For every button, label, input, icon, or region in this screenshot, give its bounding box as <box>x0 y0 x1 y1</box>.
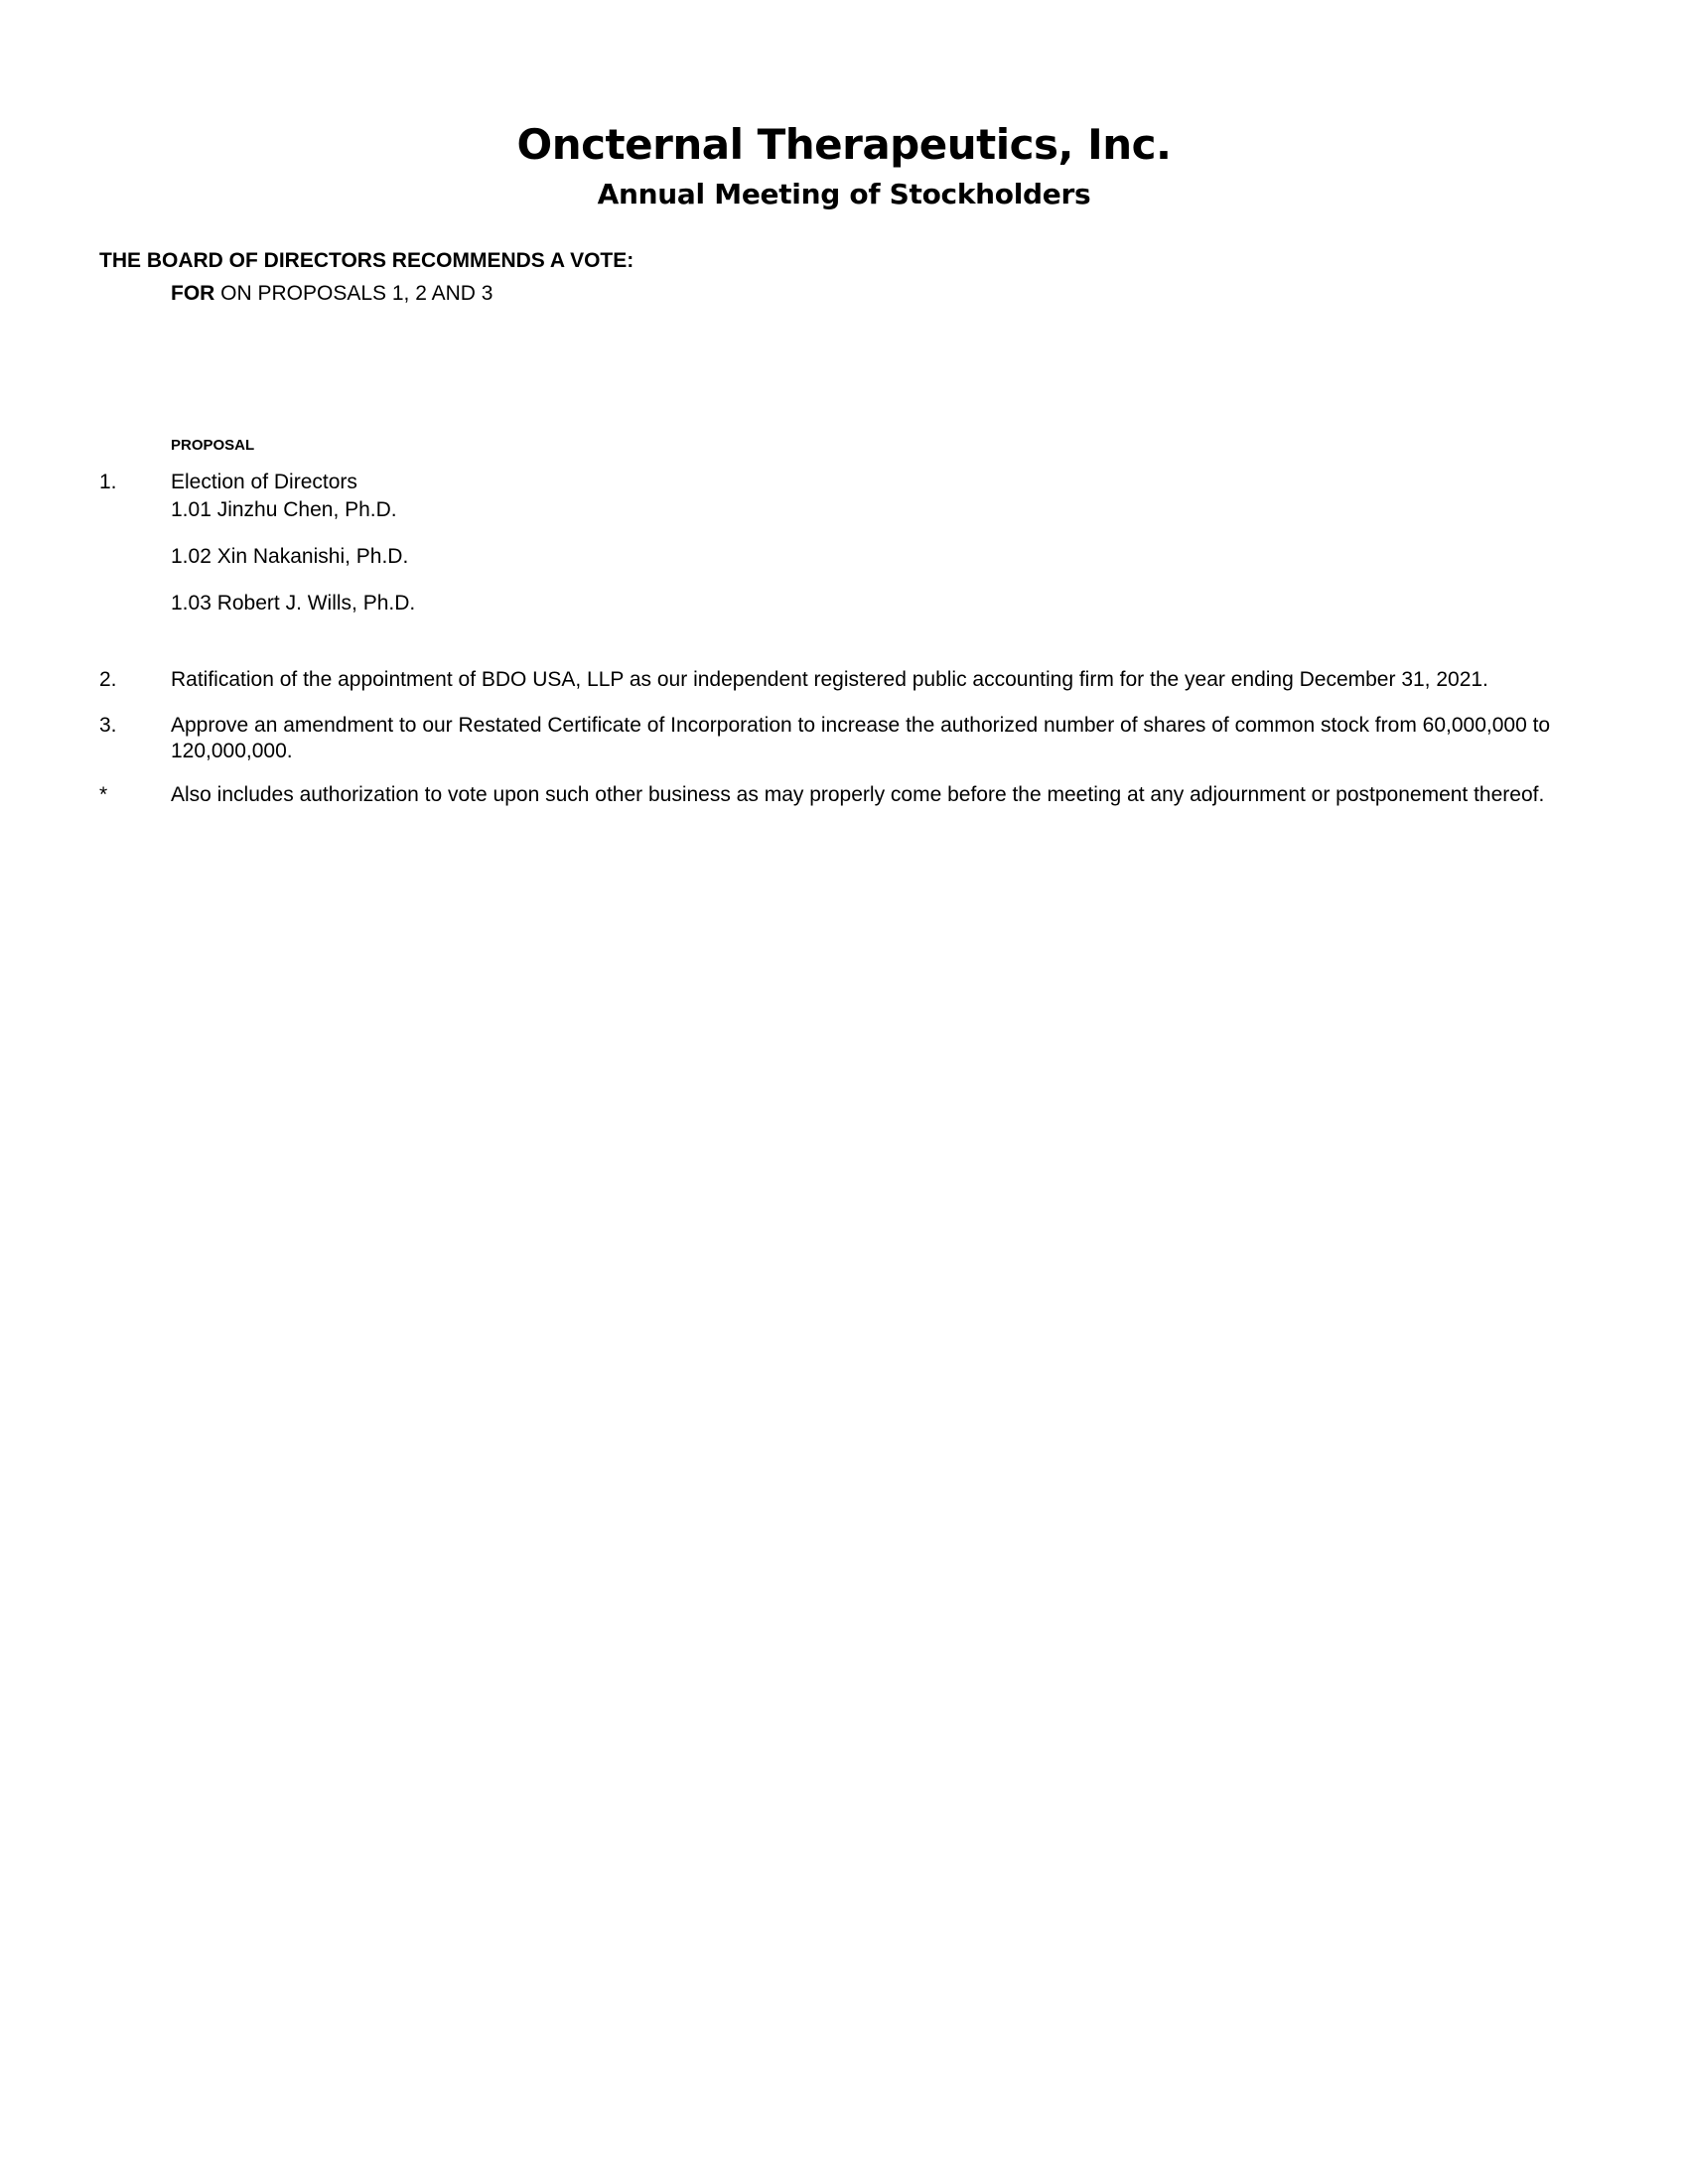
proposal-column-header: PROPOSAL <box>171 437 255 454</box>
nominee-1-03: 1.03 Robert J. Wills, Ph.D. <box>171 592 416 614</box>
proposal-text: Approve an amendment to our Restated Certificate of Incorporation to increase the authorized number of shares of common stock from 60,000,000 to 120,000,000. <box>171 714 1551 762</box>
asterisk-marker: * <box>99 783 108 806</box>
board-recommendation-heading: THE BOARD OF DIRECTORS RECOMMENDS A VOTE: <box>99 249 634 272</box>
proposal-number: 3. <box>99 714 117 737</box>
recommendation-for-text: ON PROPOSALS 1, 2 AND 3 <box>214 282 493 305</box>
nominee-1-01: 1.01 Jinzhu Chen, Ph.D. <box>171 498 397 521</box>
company-title: Oncternal Therapeutics, Inc. <box>516 120 1172 169</box>
meeting-subtitle: Annual Meeting of Stockholders <box>597 178 1091 210</box>
nominee-1-02: 1.02 Xin Nakanishi, Ph.D. <box>171 545 409 568</box>
board-recommendation-line <box>171 281 492 307</box>
recommendation-for-label: FOR <box>171 282 215 305</box>
proposal-text: Ratification of the appointment of BDO USA, LLP as our independent registered public accounting firm for the year ending December 31, 2021. <box>171 668 1488 691</box>
proposal-number: 2. <box>99 668 117 691</box>
proposal-number: 1. <box>99 471 117 493</box>
proposal-text: Also includes authorization to vote upon such other business as may properly come before the meeting at any adjournment or postponement thereof. <box>171 783 1545 806</box>
proposal-text: Election of Directors <box>171 471 357 493</box>
